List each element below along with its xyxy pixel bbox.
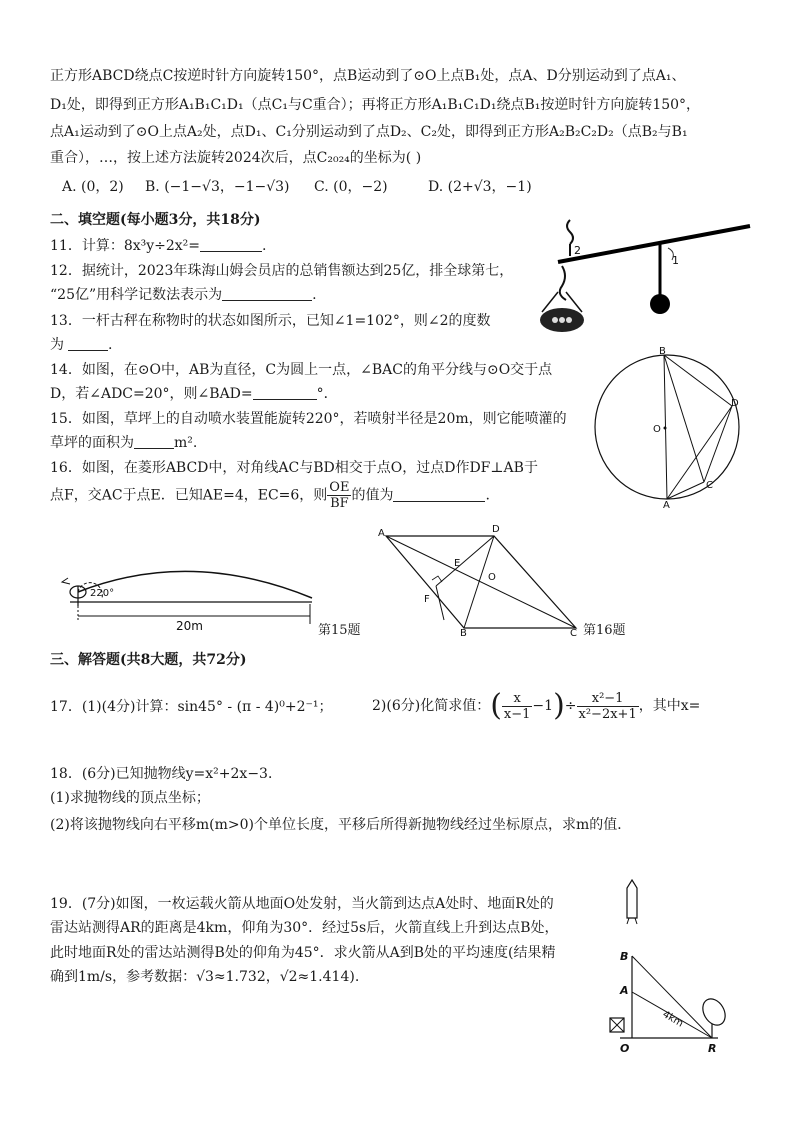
- rhombus-label-c: C: [570, 628, 577, 639]
- q12-end: .: [312, 287, 317, 303]
- q19-line1: 19．(7分)如图，一枚运载火箭从地面O处发射，当火箭到达点A处时、地面R处的: [50, 896, 554, 912]
- q10-option-a: A. (0，2): [62, 179, 124, 195]
- q10-line1: 正方形ABCD绕点C按逆时针方向旋转150°，点B运动到了⊙O上点B₁处，点A、D分别运动到了点A₁、: [50, 68, 686, 84]
- label-c: C: [706, 480, 713, 491]
- q13-line1: 13．一杆古秤在称物时的状态如图所示，已知∠1=102°，则∠2的度数: [50, 313, 491, 329]
- rocket-label-a: A: [620, 984, 629, 997]
- line-br: [632, 956, 712, 1038]
- q11-end: .: [262, 238, 267, 254]
- rhombus-figure: [378, 524, 588, 639]
- steelyard-hanger: [560, 266, 566, 300]
- diagonal-ac: [386, 536, 576, 628]
- q17-fraction-1: [502, 691, 533, 722]
- q14-end: °．: [316, 386, 338, 402]
- q17-frac1-den: x−1: [503, 706, 531, 722]
- q15-line1: 15．如图，草坪上的自动喷水装置能旋转220°，若喷射半径是20m，则它能喷灌的: [50, 411, 567, 427]
- rocket-figure: [600, 878, 740, 1058]
- line-df: [436, 536, 494, 586]
- rhombus-label-f: F: [424, 594, 430, 605]
- q16-text: 点F，交AC于点E．已知AE=4，EC=6，则: [50, 487, 328, 504]
- sprinkler-angle-label: 220°: [90, 588, 115, 599]
- circle-figure: [592, 346, 742, 511]
- q13-text: 为: [50, 337, 64, 353]
- question-13: [50, 335, 112, 355]
- steelyard-hook: [567, 220, 573, 256]
- label-b: B: [659, 346, 666, 357]
- rhombus-label-d: D: [492, 524, 500, 535]
- figure-15-caption: 第15题: [318, 623, 361, 638]
- question-14: [50, 384, 338, 404]
- q17-paren-right: ): [553, 688, 565, 723]
- section-answer-heading: 三、解答题(共8大题，共72分): [50, 652, 247, 668]
- q10-option-b: B. (−1−√3，−1−√3): [145, 179, 290, 195]
- rocket-label-r: R: [708, 1042, 717, 1055]
- q17-divide: ÷: [564, 698, 577, 714]
- q19-line3: 此时地面R处的雷达站测得B处的仰角为45°．求火箭从A到B处的平均速度(结果精: [50, 945, 556, 961]
- q18-line1: 18．(6分)已知抛物线y=x²+2x−3．: [50, 766, 282, 782]
- q17-part2: [372, 686, 700, 726]
- rhombus-label-a: A: [378, 528, 385, 539]
- angle-2-label: 2: [574, 244, 581, 257]
- q13-end: .: [108, 337, 113, 353]
- question-11: [50, 236, 266, 256]
- rocket-icon: [627, 880, 637, 918]
- q15-end: m².: [174, 435, 198, 451]
- q12-line1: 12．据统计，2023年珠海山姆会员店的总销售额达到25亿，排全球第七，: [50, 263, 514, 279]
- q17-frac2-num: x²−1: [577, 691, 639, 707]
- q11-answer-blank[interactable]: [200, 237, 262, 252]
- figure-16-caption: 第16题: [583, 623, 626, 638]
- q16-answer-blank[interactable]: [393, 487, 485, 502]
- question-16: [50, 480, 490, 511]
- q11-text: 11．计算：8x³y÷2x²=: [50, 238, 201, 254]
- rhombus-label-b: B: [460, 628, 467, 639]
- q19-line4: 确到1m/s，参考数据：√3≈1.732，√2≈1.414).: [50, 969, 360, 985]
- q10-option-c: C. (0，−2): [314, 179, 388, 195]
- sprinkler-figure: [50, 556, 320, 636]
- question-12: [50, 285, 317, 305]
- section-fill-in-heading: 二、填空题(每小题3分，共18分): [50, 212, 261, 228]
- question-15: [50, 433, 197, 453]
- steelyard-beam: [558, 226, 750, 262]
- q15-text: 草坪的面积为: [50, 435, 134, 451]
- q14-text: D，若∠ADC=20°，则∠BAD=: [50, 386, 253, 402]
- q13-answer-blank[interactable]: [68, 336, 108, 351]
- q16-text-2: 的值为: [351, 487, 394, 504]
- q17-part2-text: 2)(6分)化简求值：: [372, 698, 491, 714]
- q15-answer-blank[interactable]: [134, 434, 174, 449]
- angle-1-label: 1: [672, 254, 679, 267]
- rhombus-label-e: E: [454, 558, 461, 569]
- q17-paren-left: (: [490, 688, 502, 723]
- q14-answer-blank[interactable]: [253, 385, 317, 400]
- q16-numerator: OE: [329, 480, 350, 495]
- q16-fraction: [327, 480, 351, 511]
- q17-frac1-num: x: [502, 691, 533, 707]
- q18-part1: (1)求抛物线的顶点坐标；: [50, 790, 210, 806]
- q17-frac2-den: x²−2x+1: [578, 706, 637, 722]
- q16-end: .: [485, 487, 490, 504]
- q17-part1: 17．(1)(4分)计算：sin45° - (π - 4)⁰+2⁻¹；: [50, 699, 333, 715]
- q17-tail: ，其中x=: [638, 698, 701, 714]
- radar-dish-icon: [698, 995, 729, 1029]
- q17-minus: −1: [532, 698, 554, 714]
- label-a: A: [663, 500, 670, 511]
- q10-line3: 点A₁运动到了⊙O上点A₂处，点D₁、C₁分别运动到了点D₂、C₂处，即得到正方形A₂B₂C₂D₂（点B₂与B₁: [50, 124, 688, 140]
- rocket-label-b: B: [620, 950, 629, 963]
- steelyard-figure: [530, 212, 760, 342]
- q16-line1: 16．如图，在菱形ABCD中，对角线AC与BD相交于点O，过点D作DF⊥AB于: [50, 460, 538, 476]
- rocket-distance-label: 4km: [660, 1009, 685, 1030]
- q12-text: “25亿”用科学记数法表示为: [50, 287, 223, 303]
- rhombus-label-o: O: [488, 572, 496, 583]
- q19-line2: 雷达站测得AR的距离是4km，仰角为30°．经过5s后，火箭直线上升到达点B处，: [50, 920, 559, 936]
- q18-part2: (2)将该抛物线向右平移m(m>0)个单位长度，平移后所得新抛物线经过坐标原点，求m的值．: [50, 817, 632, 833]
- weight-ball: [650, 294, 670, 314]
- q10-line4: 重合），…，按上述方法旋转2024次后，点C₂₀₂₄的坐标为( ): [50, 150, 422, 166]
- q10-line2: D₁处，即得到正方形A₁B₁C₁D₁（点C₁与C重合）；再将正方形A₁B₁C₁D₁绕点B₁按逆时针方向旋转150°，: [50, 97, 701, 113]
- q10-option-d: D. (2+√3，−1): [428, 179, 532, 195]
- q12-answer-blank[interactable]: [222, 286, 312, 301]
- label-d: D: [731, 398, 739, 409]
- q16-denominator: BF: [330, 496, 349, 511]
- label-o: O: [653, 424, 661, 435]
- q17-fraction-2: [577, 691, 639, 722]
- q14-line1: 14．如图，在⊙O中，AB为直径，C为圆上一点，∠BAC的角平分线与⊙O交于点: [50, 362, 553, 378]
- sprinkler-radius-label: 20m: [176, 619, 203, 633]
- rocket-label-o: O: [620, 1042, 630, 1055]
